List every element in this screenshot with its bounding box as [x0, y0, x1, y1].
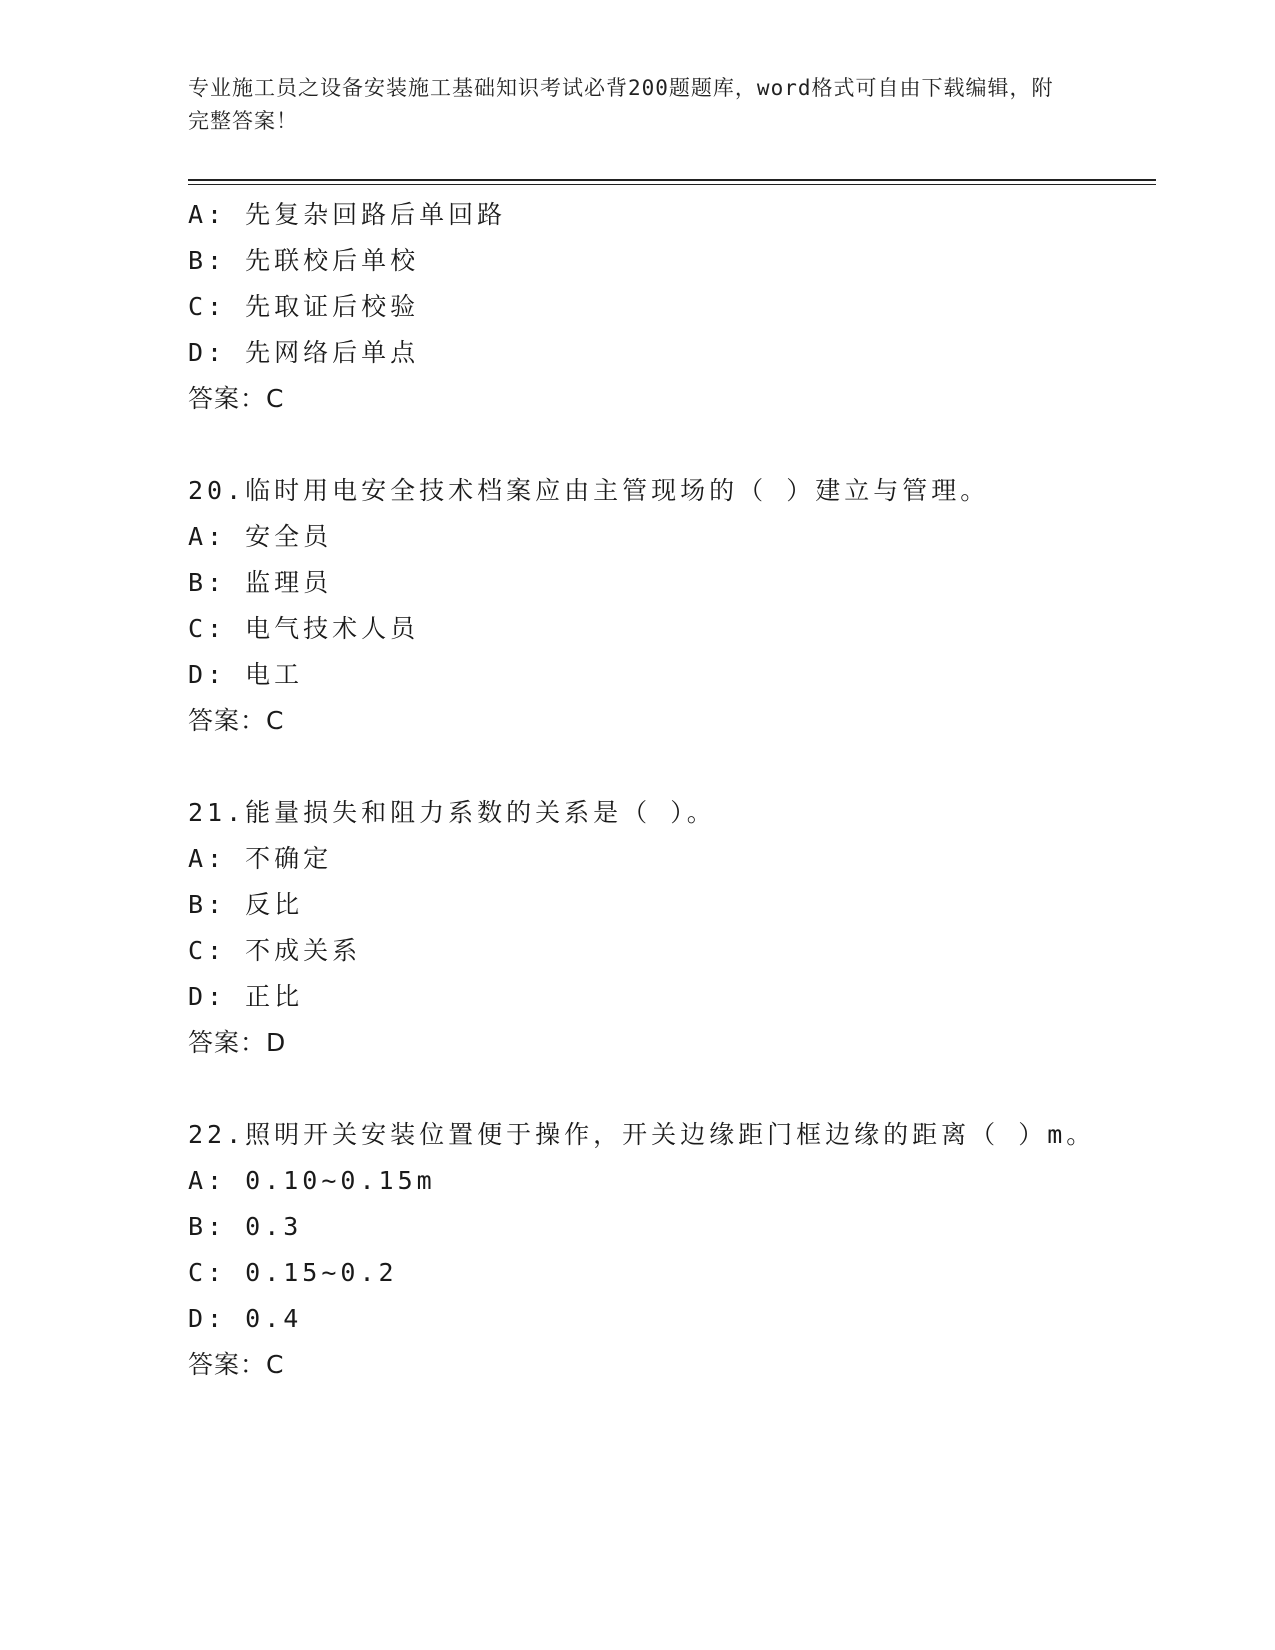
option-d: D: 0.4 [188, 1304, 303, 1333]
question-list [188, 192, 1156, 1388]
option-b: B: 0.3 [188, 1212, 303, 1241]
question-block [188, 790, 1156, 1066]
answer-line: 答案：C [188, 706, 285, 735]
option-c: C: 0.15~0.2 [188, 1258, 398, 1287]
option-a: A: 不确定 [188, 844, 333, 873]
option-b: B: 监理员 [188, 568, 333, 597]
question-stem: 20.临时用电安全技术档案应由主管现场的（ ）建立与管理。 [188, 476, 990, 505]
option-c: C: 先取证后校验 [188, 292, 420, 321]
option-c: C: 不成关系 [188, 936, 362, 965]
option-b: B: 反比 [188, 890, 304, 919]
question-block [188, 192, 1156, 422]
document-header: 专业施工员之设备安装施工基础知识考试必背200题题库，word格式可自由下载编辑，附完整答案！ [188, 76, 1054, 133]
header-rule-thick [188, 179, 1156, 181]
answer-line: 答案：C [188, 384, 285, 413]
question-stem: 21.能量损失和阻力系数的关系是（ ）。 [188, 798, 716, 827]
question-block [188, 468, 1156, 744]
option-d: D: 电工 [188, 660, 304, 689]
option-d: D: 正比 [188, 982, 304, 1011]
option-a: A: 0.10~0.15m [188, 1166, 436, 1195]
option-a: A: 先复杂回路后单回路 [188, 200, 507, 229]
option-a: A: 安全员 [188, 522, 333, 551]
spacer [188, 744, 1156, 790]
option-b: B: 先联校后单校 [188, 246, 420, 275]
option-c: C: 电气技术人员 [188, 614, 420, 643]
question-stem: 22.照明开关安装位置便于操作，开关边缘距门框边缘的距离（ ）m。 [188, 1120, 1096, 1149]
header-rule-thin [188, 184, 1156, 185]
spacer [188, 1066, 1156, 1112]
answer-line: 答案：C [188, 1350, 285, 1379]
question-block [188, 1112, 1156, 1388]
spacer [188, 422, 1156, 468]
option-d: D: 先网络后单点 [188, 338, 420, 367]
answer-line: 答案：D [188, 1028, 287, 1057]
